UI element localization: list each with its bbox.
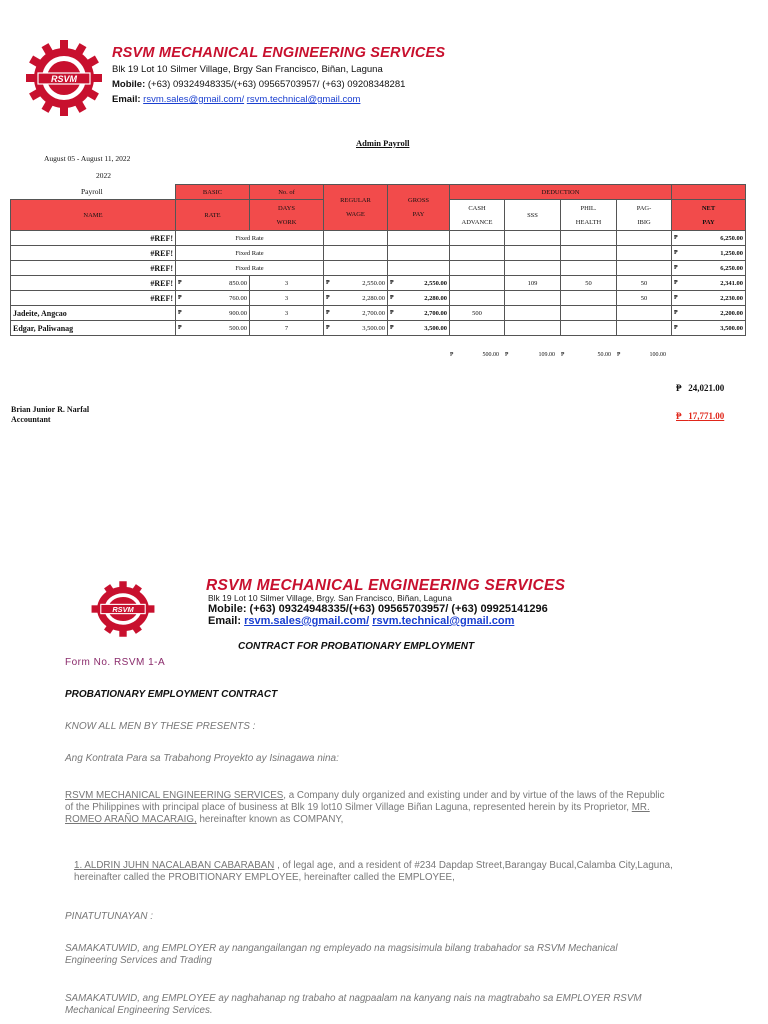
peso-sign: ₱ bbox=[326, 324, 330, 331]
cell-pagibig bbox=[617, 231, 672, 246]
company-clause-end: hereinafter known as COMPANY, bbox=[196, 814, 344, 825]
cell-pagibig: 50 bbox=[617, 291, 672, 306]
table-row bbox=[11, 246, 746, 261]
col-net-pay bbox=[672, 200, 746, 231]
grand-total bbox=[676, 383, 724, 393]
cell-philhealth: 50 bbox=[561, 276, 617, 291]
grand-total-red-peso: ₱ bbox=[676, 411, 682, 421]
cell-cash-advance bbox=[450, 231, 505, 246]
cell-sss bbox=[505, 246, 561, 261]
col-sss: SSS bbox=[505, 200, 561, 231]
cell-philhealth bbox=[561, 321, 617, 336]
peso-sign: ₱ bbox=[674, 234, 678, 241]
cell-cash-advance bbox=[450, 291, 505, 306]
peso-sign: ₱ bbox=[505, 352, 509, 358]
cell-gross bbox=[388, 246, 450, 261]
cell-pagibig: 50 bbox=[617, 276, 672, 291]
table-row bbox=[11, 321, 746, 336]
contract-email-technical-link[interactable]: rsvm.technical@gmail.com bbox=[372, 615, 515, 627]
col-cash-advance bbox=[450, 200, 505, 231]
deduction-total-value: 100.00 bbox=[649, 352, 666, 358]
peso-sign: ₱ bbox=[561, 352, 565, 358]
cell-rate bbox=[176, 306, 250, 321]
cell-philhealth bbox=[561, 246, 617, 261]
company-clause bbox=[65, 790, 665, 826]
col-regular-wage bbox=[324, 185, 388, 231]
cell-name: Edgar, Paliwanag bbox=[11, 321, 176, 336]
cell-wage bbox=[324, 231, 388, 246]
cell-wage bbox=[324, 261, 388, 276]
col-deduction: DEDUCTION bbox=[450, 185, 672, 200]
col-regular-wage-1: REGULAR bbox=[340, 197, 371, 204]
cell-sss: 109 bbox=[505, 276, 561, 291]
cell-net-value: 3,500.00 bbox=[720, 324, 743, 332]
deduction-total bbox=[505, 352, 555, 358]
cell-net-pay bbox=[672, 306, 746, 321]
header-spacer bbox=[11, 185, 176, 200]
cell-wage-value: 2,700.00 bbox=[362, 309, 385, 317]
table-row bbox=[11, 231, 746, 246]
col-gross-pay-2: PAY bbox=[412, 211, 425, 218]
cell-name: #REF! bbox=[11, 246, 176, 261]
cell-rate-value: 760.00 bbox=[229, 294, 247, 302]
cell-net-pay bbox=[672, 276, 746, 291]
payroll-table bbox=[10, 184, 746, 336]
contract-mobile-numbers: (+63) 09324948335/(+63) 09565703957/ (+63) 09925141296 bbox=[246, 603, 548, 615]
cell-net-value: 2,230.00 bbox=[720, 294, 743, 302]
contract-company-name: RSVM MECHANICAL ENGINEERING SERVICES bbox=[206, 577, 566, 594]
col-gross-pay bbox=[388, 185, 450, 231]
cell-sss bbox=[505, 321, 561, 336]
cell-rate bbox=[176, 291, 250, 306]
email-label: Email: bbox=[112, 94, 141, 105]
cell-philhealth bbox=[561, 231, 617, 246]
cell-gross-value: 3,500.00 bbox=[424, 324, 447, 332]
peso-sign: ₱ bbox=[674, 324, 678, 331]
cell-gross-value: 2,550.00 bbox=[424, 279, 447, 287]
cell-wage bbox=[324, 321, 388, 336]
cell-cash-advance: 500 bbox=[450, 306, 505, 321]
cell-gross bbox=[388, 261, 450, 276]
company-clause-name: RSVM MECHANICAL ENGINEERING SERVICES bbox=[65, 790, 284, 801]
employer-whereas: SAMAKATUWID, ang EMPLOYER ay nangangailangan ng empleyado na magsisimula bilang trabahador sa RSVM Mechanical Engineering Services and Trading bbox=[65, 943, 618, 966]
company-name bbox=[112, 45, 445, 61]
peso-sign: ₱ bbox=[178, 294, 182, 301]
cell-sss bbox=[505, 231, 561, 246]
table-row bbox=[11, 276, 746, 291]
grand-total-peso: ₱ bbox=[676, 383, 682, 393]
know-all-men: KNOW ALL MEN BY THESE PRESENTS : bbox=[65, 721, 256, 732]
signer-name: Brian Junior R. Narfal bbox=[11, 405, 90, 414]
deduction-total-value: 109.00 bbox=[538, 352, 555, 358]
col-regular-wage-2: WAGE bbox=[346, 211, 365, 218]
header-row-1 bbox=[11, 185, 746, 200]
col-name: NAME bbox=[11, 200, 176, 231]
col-philhealth bbox=[561, 200, 617, 231]
peso-sign: ₱ bbox=[674, 294, 678, 301]
cell-net-pay bbox=[672, 321, 746, 336]
peso-sign: ₱ bbox=[178, 324, 182, 331]
cell-sss bbox=[505, 261, 561, 276]
cell-philhealth bbox=[561, 261, 617, 276]
table-row bbox=[11, 291, 746, 306]
cell-days: 7 bbox=[250, 321, 324, 336]
deduction-total-value: 500.00 bbox=[482, 352, 499, 358]
cell-cash-advance bbox=[450, 321, 505, 336]
contract-company-mobile bbox=[208, 603, 548, 615]
contract-title: CONTRACT FOR PROBATIONARY EMPLOYMENT bbox=[238, 641, 475, 652]
col-pagibig-1: PAG- bbox=[636, 204, 652, 212]
cell-net-pay bbox=[672, 291, 746, 306]
peso-sign: ₱ bbox=[390, 294, 394, 301]
company-clause-owner: MR. ROMEO ARAÑO MACARAIG, bbox=[65, 802, 650, 825]
cell-name: #REF! bbox=[11, 261, 176, 276]
company-mobile bbox=[112, 79, 405, 90]
cell-name: Jadeite, Angcao bbox=[11, 306, 176, 321]
cell-net-value: 2,200.00 bbox=[720, 309, 743, 317]
cell-pagibig bbox=[617, 246, 672, 261]
logo-text: RSVM bbox=[50, 74, 78, 84]
cell-fixed-rate: Fixed Rate bbox=[176, 246, 324, 261]
peso-sign: ₱ bbox=[450, 352, 454, 358]
cell-sss bbox=[505, 306, 561, 321]
col-net-pay-2: PAY bbox=[702, 218, 715, 226]
cell-pagibig bbox=[617, 306, 672, 321]
cell-days: 3 bbox=[250, 306, 324, 321]
cell-gross bbox=[388, 276, 450, 291]
contract-email-label: Email: bbox=[208, 615, 242, 627]
col-days-top: No. of bbox=[250, 185, 324, 200]
cell-gross bbox=[388, 231, 450, 246]
col-days-work-1: DAYS bbox=[277, 204, 296, 212]
col-net-pay-1: NET bbox=[701, 204, 716, 212]
employee-clause-name: 1. ALDRIN JUHN NACALABAN CABARABAN bbox=[74, 860, 275, 871]
company-address: Blk 19 Lot 10 Silmer Village, Brgy San Francisco, Biñan, Laguna bbox=[112, 64, 383, 75]
employee-whereas: SAMAKATUWID, ang EMPLOYEE ay naghahanap ng trabaho at nagpaalam na kanyang nais na magtrabaho sa EMPLOYER RSVM Mechanical Engineering Services. bbox=[65, 993, 642, 1016]
table-row bbox=[11, 261, 746, 276]
cell-net-value: 6,250.00 bbox=[720, 234, 743, 242]
peso-sign: ₱ bbox=[178, 309, 182, 316]
pinatutunayan-heading: PINATUTUNAYAN : bbox=[65, 911, 153, 922]
deduction-totals bbox=[450, 352, 672, 358]
peso-sign: ₱ bbox=[617, 352, 621, 358]
employee-clause-body: , of legal age, and a resident of #234 Dapdap Street,Barangay Bucal,Calamba City,Laguna, hereinafter called the PROBITIONARY EMPLOYEE, bbox=[74, 860, 673, 883]
cell-days: 3 bbox=[250, 276, 324, 291]
signer-role: Accountant bbox=[11, 415, 51, 424]
grand-total-value: 24,021.00 bbox=[688, 383, 725, 393]
cell-gross bbox=[388, 321, 450, 336]
contract-subtitle: PROBATIONARY EMPLOYMENT CONTRACT bbox=[65, 689, 278, 700]
peso-sign: ₱ bbox=[326, 294, 330, 301]
peso-sign: ₱ bbox=[326, 309, 330, 316]
col-philhealth-2: HEALTH bbox=[575, 218, 602, 226]
peso-sign: ₱ bbox=[326, 279, 330, 286]
cell-name: #REF! bbox=[11, 276, 176, 291]
employee-clause bbox=[74, 860, 674, 884]
contract-company-email bbox=[208, 615, 514, 627]
employee-clause-end: hereinafter called the EMPLOYEE, bbox=[301, 872, 455, 883]
col-pagibig bbox=[617, 200, 672, 231]
cell-wage-value: 2,550.00 bbox=[362, 279, 385, 287]
cell-gross bbox=[388, 306, 450, 321]
peso-sign: ₱ bbox=[390, 279, 394, 286]
contract-email-sales-link[interactable]: rsvm.sales@gmail.com/ bbox=[244, 615, 370, 627]
col-net-top bbox=[672, 185, 746, 200]
peso-sign: ₱ bbox=[674, 279, 678, 286]
mobile-label: Mobile: bbox=[112, 79, 146, 90]
deduction-total bbox=[617, 352, 666, 358]
table-row bbox=[11, 306, 746, 321]
contract-company-address: Blk 19 Lot 10 Silmer Village, Brgy. San Francisco, Biñan, Laguna bbox=[208, 593, 452, 603]
col-cash-advance-1: CASH bbox=[468, 204, 486, 212]
peso-sign: ₱ bbox=[674, 309, 678, 316]
company-logo-gear-icon bbox=[24, 38, 104, 118]
deduction-total-value: 50.00 bbox=[597, 352, 611, 358]
company-clause-body: , a Company duly organized and existing under and by virtue of the laws of the Republic of the Philippines with principal place of business at Blk 19 lot10 Silmer Village Biñan Laguna, represented herein by its Proprietor, bbox=[65, 790, 665, 813]
grand-total-red-value: 17,771.00 bbox=[688, 411, 725, 421]
grand-total-red bbox=[676, 411, 724, 421]
contract-logo-gear-icon bbox=[86, 579, 160, 639]
peso-sign: ₱ bbox=[674, 249, 678, 256]
cell-rate-value: 900.00 bbox=[229, 309, 247, 317]
payroll-period: August 05 - August 11, 2022 bbox=[44, 154, 131, 163]
col-basic-rate: RATE bbox=[176, 200, 250, 231]
company-name-rest: MECHANICAL ENGINEERING SERVICES bbox=[154, 45, 446, 61]
cell-net-value: 1,250.00 bbox=[720, 249, 743, 257]
cell-rate bbox=[176, 321, 250, 336]
cell-net-pay bbox=[672, 246, 746, 261]
cell-cash-advance bbox=[450, 276, 505, 291]
col-basic-rate-top: BASIC bbox=[176, 185, 250, 200]
col-cash-advance-2: ADVANCE bbox=[461, 218, 493, 226]
signer-block bbox=[11, 405, 89, 425]
logo2-text: RSVM bbox=[112, 604, 134, 614]
cell-rate bbox=[176, 276, 250, 291]
col-philhealth-1: PHIL. bbox=[580, 204, 597, 212]
peso-sign: ₱ bbox=[674, 264, 678, 271]
payroll-label: Payroll bbox=[81, 187, 103, 196]
cell-cash-advance bbox=[450, 261, 505, 276]
deduction-total bbox=[450, 352, 499, 358]
col-days-work bbox=[250, 200, 324, 231]
cell-wage bbox=[324, 306, 388, 321]
cell-fixed-rate: Fixed Rate bbox=[176, 261, 324, 276]
col-days-work-2: WORK bbox=[276, 218, 297, 226]
cell-rate-value: 500.00 bbox=[229, 324, 247, 332]
cell-wage bbox=[324, 276, 388, 291]
cell-gross-value: 2,700.00 bbox=[424, 309, 447, 317]
email-technical-link[interactable]: rsvm.technical@gmail.com bbox=[246, 94, 361, 105]
cell-name: #REF! bbox=[11, 231, 176, 246]
col-gross-pay-1: GROSS bbox=[408, 197, 429, 204]
cell-name: #REF! bbox=[11, 291, 176, 306]
contract-mobile-label: Mobile: bbox=[208, 603, 247, 615]
mobile-numbers: (+63) 09324948335/(+63) 09565703957/ (+63) 09208348281 bbox=[145, 79, 406, 90]
cell-wage-value: 3,500.00 bbox=[362, 324, 385, 332]
cell-net-value: 6,250.00 bbox=[720, 264, 743, 272]
cell-philhealth bbox=[561, 306, 617, 321]
payroll-body bbox=[11, 231, 746, 336]
cell-net-pay bbox=[672, 261, 746, 276]
cell-wage-value: 2,280.00 bbox=[362, 294, 385, 302]
cell-cash-advance bbox=[450, 246, 505, 261]
cell-pagibig bbox=[617, 321, 672, 336]
deduction-total bbox=[561, 352, 611, 358]
cell-gross bbox=[388, 291, 450, 306]
peso-sign: ₱ bbox=[178, 279, 182, 286]
payroll-title: Admin Payroll bbox=[356, 138, 410, 148]
peso-sign: ₱ bbox=[390, 309, 394, 316]
cell-fixed-rate: Fixed Rate bbox=[176, 231, 324, 246]
form-number: Form No. RSVM 1-A bbox=[65, 657, 166, 668]
company-name-lead: RSVM bbox=[112, 45, 155, 61]
cell-wage bbox=[324, 291, 388, 306]
cell-net-value: 2,341.00 bbox=[720, 279, 743, 287]
payroll-year: 2022 bbox=[96, 171, 111, 180]
cell-philhealth bbox=[561, 291, 617, 306]
cell-pagibig bbox=[617, 261, 672, 276]
company-email bbox=[112, 94, 360, 105]
cell-gross-value: 2,280.00 bbox=[424, 294, 447, 302]
cell-rate-value: 850.00 bbox=[229, 279, 247, 287]
email-sales-link[interactable]: rsvm.sales@gmail.com/ bbox=[143, 94, 245, 105]
cell-sss bbox=[505, 291, 561, 306]
cell-wage bbox=[324, 246, 388, 261]
kontrata-intro: Ang Kontrata Para sa Trabahong Proyekto ay Isinagawa nina: bbox=[65, 753, 339, 764]
cell-net-pay bbox=[672, 231, 746, 246]
col-pagibig-2: IBIG bbox=[637, 218, 651, 226]
peso-sign: ₱ bbox=[390, 324, 394, 331]
cell-days: 3 bbox=[250, 291, 324, 306]
